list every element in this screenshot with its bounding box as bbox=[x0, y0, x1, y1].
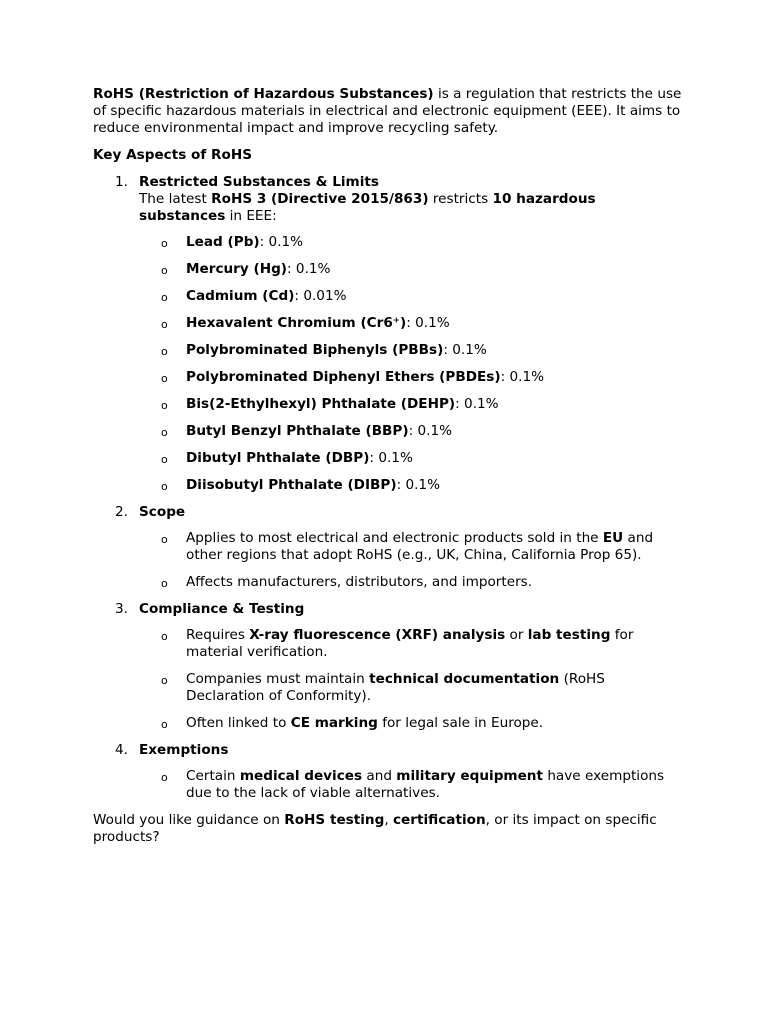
section-body bbox=[139, 601, 683, 732]
sub-list bbox=[139, 234, 683, 494]
bold-text: X-ray fluorescence (XRF) analysis bbox=[249, 627, 506, 643]
list-item bbox=[139, 423, 683, 440]
bold-text: Mercury (Hg) bbox=[186, 261, 288, 277]
text-run: Affects manufacturers, distributors, and importers. bbox=[186, 574, 533, 590]
bullet-icon: o bbox=[161, 630, 168, 643]
text-run: Often linked to bbox=[186, 715, 291, 731]
text-run: restricts bbox=[428, 191, 493, 207]
text-run: (RoHS Declaration of Conformity). bbox=[186, 671, 605, 704]
bold-text: Butyl Benzyl Phthalate (BBP) bbox=[186, 423, 409, 439]
sub-list bbox=[139, 530, 683, 591]
text-run: Certain bbox=[186, 768, 240, 784]
bold-text: Lead (Pb) bbox=[186, 234, 260, 250]
text-run: Requires bbox=[186, 627, 250, 643]
text-run: Would you like guidance on bbox=[93, 812, 285, 828]
bold-text: CE marking bbox=[290, 715, 378, 731]
section-title: Scope bbox=[139, 504, 186, 520]
section-heading bbox=[93, 147, 683, 164]
list-item bbox=[139, 396, 683, 413]
list-item bbox=[139, 450, 683, 467]
list-item bbox=[139, 261, 683, 278]
bullet-icon: o bbox=[161, 426, 168, 439]
bullet-icon: o bbox=[161, 577, 168, 590]
sub-list bbox=[139, 627, 683, 732]
list-item bbox=[139, 627, 683, 661]
bullet-icon: o bbox=[161, 453, 168, 466]
bold-text: lab testing bbox=[527, 627, 611, 643]
bullet-icon: o bbox=[161, 264, 168, 277]
bullet-icon: o bbox=[161, 674, 168, 687]
text-run: and bbox=[362, 768, 397, 784]
section-body bbox=[139, 742, 683, 802]
section-body bbox=[139, 174, 683, 494]
list-item bbox=[139, 715, 683, 732]
text-run: Applies to most electrical and electronic products sold in the bbox=[186, 530, 603, 546]
bold-text: Dibutyl Phthalate (DBP) bbox=[186, 450, 370, 466]
text-run: : 0.1% bbox=[396, 477, 440, 493]
list-item bbox=[139, 671, 683, 705]
bullet-icon: o bbox=[161, 345, 168, 358]
bold-text: Cadmium (Cd) bbox=[186, 288, 295, 304]
intro-term: RoHS (Restriction of Hazardous Substances) bbox=[93, 86, 434, 102]
text-run: The latest bbox=[139, 191, 212, 207]
bold-text: RoHS 3 (Directive 2015/863) bbox=[211, 191, 429, 207]
bold-text: Diisobutyl Phthalate (DIBP) bbox=[186, 477, 397, 493]
bullet-icon: o bbox=[161, 480, 168, 493]
bold-text: 10 hazardous substances bbox=[139, 191, 596, 224]
intro-text: is a regulation that restricts the use of specific hazardous materials in electrical and electronic equipment (EEE). It aims to reduce environmental impact and improve recycling safety. bbox=[93, 86, 682, 136]
text-run: : 0.1% bbox=[500, 369, 545, 385]
list-item bbox=[139, 288, 683, 305]
section-title: Compliance & Testing bbox=[139, 601, 305, 617]
bullet-icon: o bbox=[161, 237, 168, 250]
section-title: Exemptions bbox=[139, 742, 229, 758]
text-run: for material verification. bbox=[186, 627, 634, 660]
section-title: Restricted Substances & Limits bbox=[139, 174, 379, 190]
bullet-icon: o bbox=[161, 533, 168, 546]
bold-text: certification bbox=[393, 812, 486, 828]
list-section bbox=[93, 504, 683, 591]
heading-text: Key Aspects of RoHS bbox=[93, 147, 253, 163]
section-body bbox=[139, 504, 683, 591]
text-run: , or its impact on specific products? bbox=[93, 812, 657, 845]
numbered-list bbox=[93, 174, 683, 802]
section-description bbox=[139, 191, 683, 225]
text-run: : 0.1% bbox=[408, 423, 453, 439]
text-run: for legal sale in Europe. bbox=[377, 715, 544, 731]
list-section bbox=[93, 174, 683, 494]
section-number: 4. bbox=[115, 742, 128, 758]
bold-text: Bis(2-Ethylhexyl) Phthalate (DEHP) bbox=[186, 396, 456, 412]
text-run: : 0.1% bbox=[406, 315, 450, 331]
bullet-icon: o bbox=[161, 372, 168, 385]
text-run: : 0.1% bbox=[259, 234, 304, 250]
text-run: or bbox=[505, 627, 528, 643]
text-run: , bbox=[384, 812, 393, 828]
text-run: : 0.1% bbox=[287, 261, 331, 277]
text-run: and other regions that adopt RoHS (e.g., UK, China, California Prop 65). bbox=[186, 530, 654, 563]
text-run: have exemptions due to the lack of viable alternatives. bbox=[186, 768, 665, 801]
bullet-icon: o bbox=[161, 291, 168, 304]
bold-text: EU bbox=[602, 530, 624, 546]
text-run: : 0.01% bbox=[294, 288, 347, 304]
text-run: : 0.1% bbox=[455, 396, 499, 412]
text-run: : 0.1% bbox=[369, 450, 413, 466]
bold-text: Hexavalent Chromium (Cr6⁺) bbox=[186, 315, 407, 331]
bullet-icon: o bbox=[161, 771, 168, 784]
closing-paragraph bbox=[93, 812, 683, 846]
section-number: 2. bbox=[115, 504, 128, 520]
list-item bbox=[139, 315, 683, 332]
list-section bbox=[93, 742, 683, 802]
document-page bbox=[93, 86, 683, 846]
bullet-icon: o bbox=[161, 318, 168, 331]
list-item bbox=[139, 768, 683, 802]
text-run: in EEE: bbox=[225, 208, 277, 224]
text-run: : 0.1% bbox=[443, 342, 487, 358]
list-item bbox=[139, 369, 683, 386]
list-section bbox=[93, 601, 683, 732]
bold-text: technical documentation bbox=[369, 671, 560, 687]
list-item bbox=[139, 530, 683, 564]
bold-text: Polybrominated Biphenyls (PBBs) bbox=[186, 342, 444, 358]
bullet-icon: o bbox=[161, 399, 168, 412]
list-item bbox=[139, 342, 683, 359]
bold-text: Polybrominated Diphenyl Ethers (PBDEs) bbox=[186, 369, 501, 385]
section-number: 1. bbox=[115, 174, 128, 190]
bold-text: medical devices bbox=[239, 768, 363, 784]
bold-text: RoHS testing bbox=[284, 812, 385, 828]
list-item bbox=[139, 234, 683, 251]
text-run: Companies must maintain bbox=[186, 671, 370, 687]
intro-paragraph bbox=[93, 86, 683, 137]
section-number: 3. bbox=[115, 601, 128, 617]
list-item bbox=[139, 574, 683, 591]
bullet-icon: o bbox=[161, 718, 168, 731]
sub-list bbox=[139, 768, 683, 802]
bold-text: military equipment bbox=[396, 768, 543, 784]
list-item bbox=[139, 477, 683, 494]
